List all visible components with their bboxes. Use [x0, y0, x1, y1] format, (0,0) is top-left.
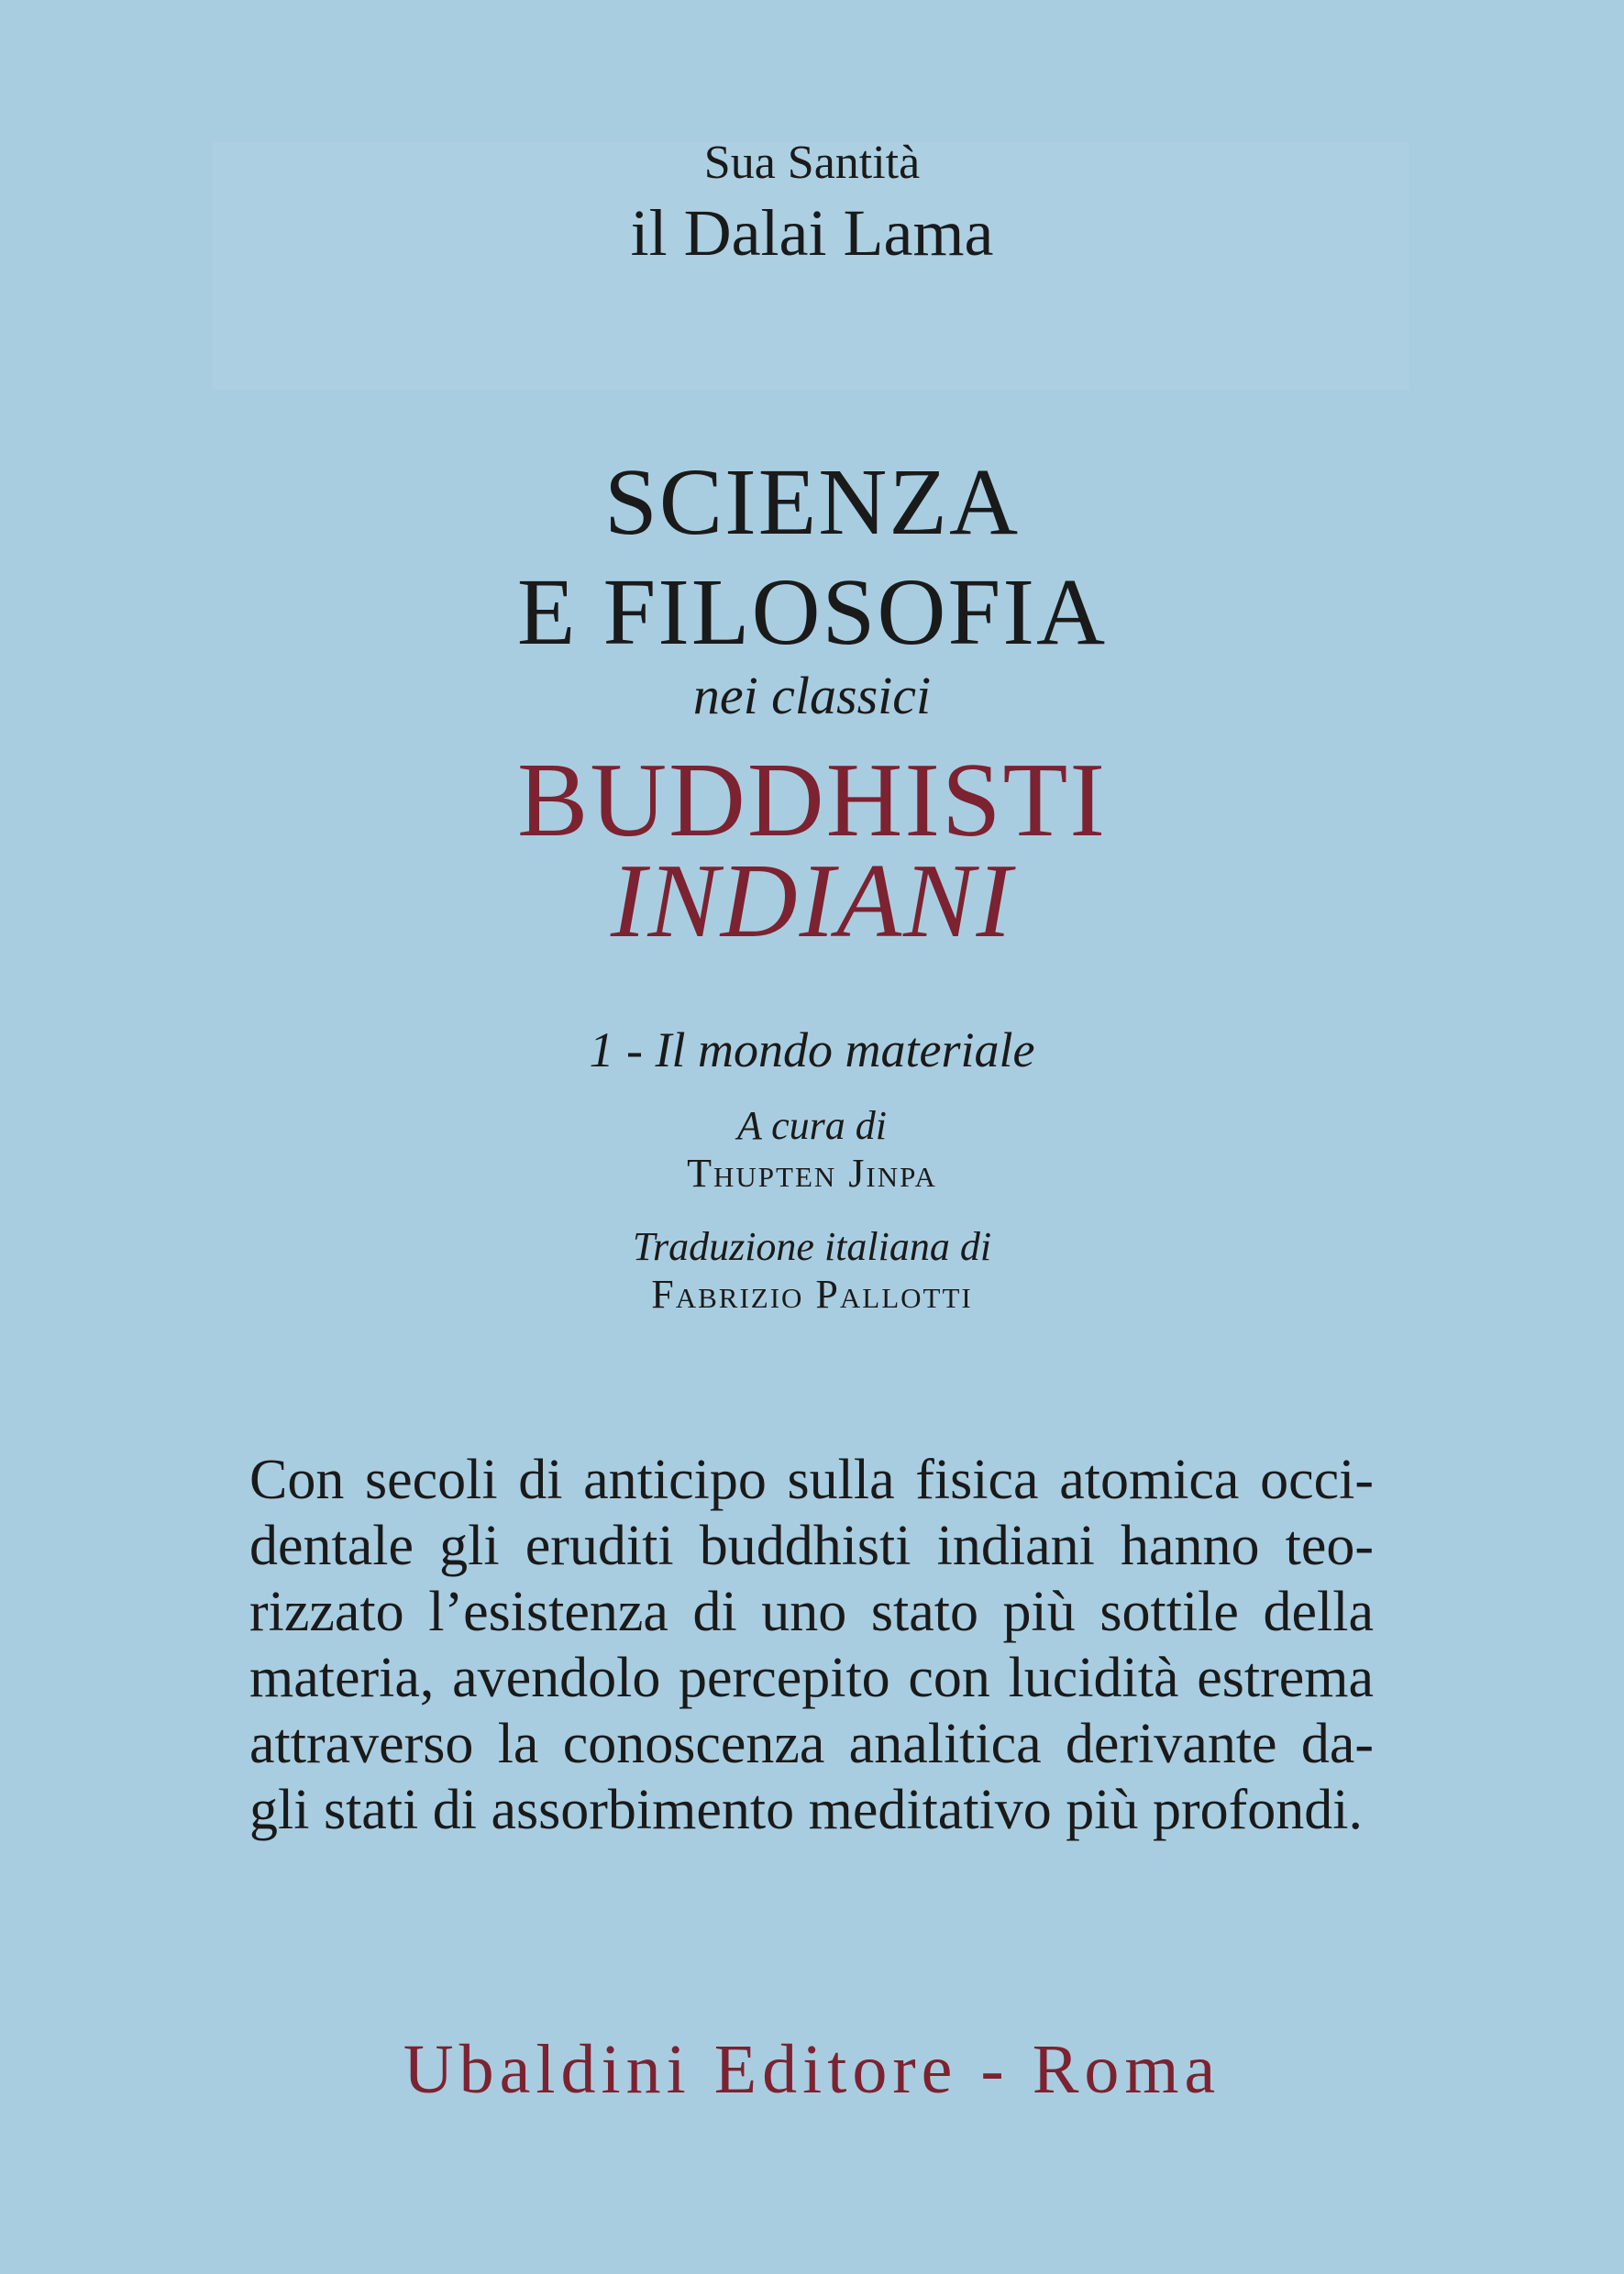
- title-line-2: E FILOSOFIA: [516, 559, 1108, 665]
- blurb-text: [249, 1447, 1374, 1843]
- publisher-imprint: Ubaldini Editore - Roma: [403, 2031, 1221, 2108]
- blurb-line: materia, avendolo percepito con lucidità estrema: [249, 1647, 1374, 1709]
- volume-subtitle: 1 - Il mondo materiale: [589, 1022, 1035, 1077]
- blurb-line: attraverso la conoscenza analitica derivante da-: [249, 1713, 1374, 1775]
- blurb-line: dentale gli eruditi buddhisti indiani hanno teo-: [249, 1515, 1374, 1577]
- title-line-5: INDIANI: [610, 843, 1014, 960]
- blurb-line: Con secoli di anticipo sulla fisica atomica occi-: [249, 1449, 1374, 1511]
- editor-label: A cura di: [737, 1103, 887, 1148]
- author-name: il Dalai Lama: [630, 196, 994, 270]
- blurb-line: rizzato l’esistenza di uno stato più sottile della: [249, 1581, 1374, 1643]
- editor-name: Thupten Jinpa: [687, 1151, 937, 1196]
- blurb-line: gli stati di assorbimento meditativo più profondi.: [249, 1779, 1364, 1841]
- translator-name: Fabrizio Pallotti: [651, 1272, 973, 1317]
- title-line-4: BUDDHISTI: [516, 742, 1108, 859]
- title-line-3: nei classici: [692, 666, 932, 725]
- author-prefix: Sua Santità: [703, 137, 921, 189]
- translator-label: Traduzione italiana di: [632, 1224, 992, 1269]
- title-line-1: SCIENZA: [603, 449, 1021, 555]
